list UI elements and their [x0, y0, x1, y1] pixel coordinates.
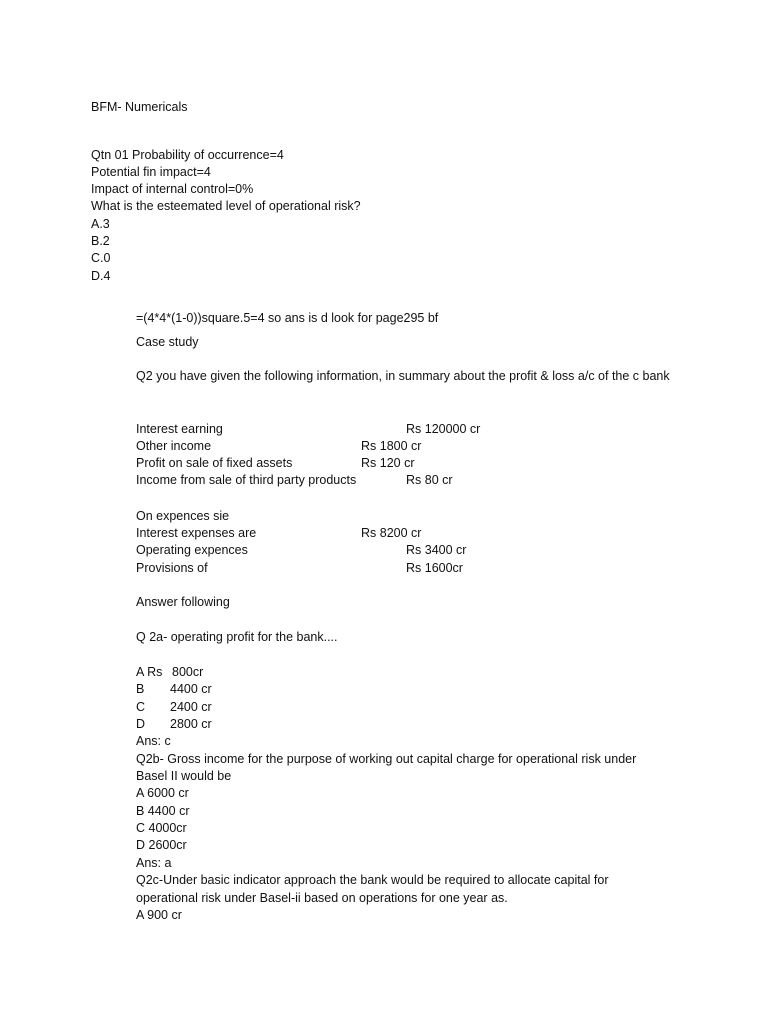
income-item-label: Other income	[136, 439, 212, 453]
q2b-answer: Ans: a	[136, 856, 172, 870]
income-item-value: Rs 120 cr	[361, 456, 415, 470]
q2c-question: Q2c-Under basic indicator approach the bank would be required to allocate capital for	[136, 873, 609, 887]
q2c-question: operational risk under Basel-ii based on operations for one year as.	[136, 891, 508, 905]
q2a-option-letter: D	[136, 717, 146, 731]
expense-item-value: Rs 3400 cr	[406, 543, 467, 557]
q2b-option: A 6000 cr	[136, 786, 189, 800]
income-item-label: Interest earning	[136, 422, 223, 436]
q2b-option: B 4400 cr	[136, 804, 190, 818]
q1-option: A.3	[91, 217, 110, 231]
document-title: BFM- Numericals	[91, 100, 188, 114]
q2a-option-letter: C	[136, 700, 146, 714]
expense-item-label: Interest expenses are	[136, 526, 257, 540]
q2-intro: Q2 you have given the following information, in summary about the profit & loss a/c of the c bank	[136, 369, 670, 383]
expense-item-label: Operating expences	[136, 543, 248, 557]
q1-line: Potential fin impact=4	[91, 165, 211, 179]
income-item-value: Rs 120000 cr	[406, 422, 481, 436]
q2a-option-value: 2800 cr	[170, 717, 212, 731]
q2a-option-value: 4400 cr	[170, 682, 212, 696]
income-item-value: Rs 80 cr	[406, 473, 453, 487]
q2a-option-letter: B	[136, 682, 145, 696]
q1-option: D.4	[91, 269, 111, 283]
q2a-question: Q 2a- operating profit for the bank....	[136, 630, 338, 644]
q2a-option-value: 2400 cr	[170, 700, 212, 714]
expense-item-value: Rs 1600cr	[406, 561, 463, 575]
q1-option: C.0	[91, 251, 111, 265]
answer-following: Answer following	[136, 595, 230, 609]
q1-solution: =(4*4*(1-0))square.5=4 so ans is d look for page295 bf	[136, 311, 439, 325]
q2a-option-letter: A Rs	[136, 665, 163, 679]
q1-line: Qtn 01 Probability of occurrence=4	[91, 148, 284, 162]
expense-item-label: Provisions of	[136, 561, 208, 575]
q1-line: What is the esteemated level of operational risk?	[91, 199, 361, 213]
q2b-question: Basel II would be	[136, 769, 232, 783]
income-item-label: Income from sale of third party products	[136, 473, 357, 487]
expenses-heading: On expences sie	[136, 509, 230, 523]
q2b-option: C 4000cr	[136, 821, 187, 835]
q2b-question: Q2b- Gross income for the purpose of working out capital charge for operational risk under	[136, 752, 637, 766]
expense-item-value: Rs 8200 cr	[361, 526, 422, 540]
case-study-heading: Case study	[136, 335, 199, 349]
q1-option: B.2	[91, 234, 110, 248]
q2b-option: D 2600cr	[136, 838, 187, 852]
income-item-label: Profit on sale of fixed assets	[136, 456, 293, 470]
q1-line: Impact of internal control=0%	[91, 182, 254, 196]
q2a-answer: Ans: c	[136, 734, 171, 748]
q2a-option-value: 800cr	[172, 665, 204, 679]
q2c-option: A 900 cr	[136, 908, 182, 922]
income-item-value: Rs 1800 cr	[361, 439, 422, 453]
